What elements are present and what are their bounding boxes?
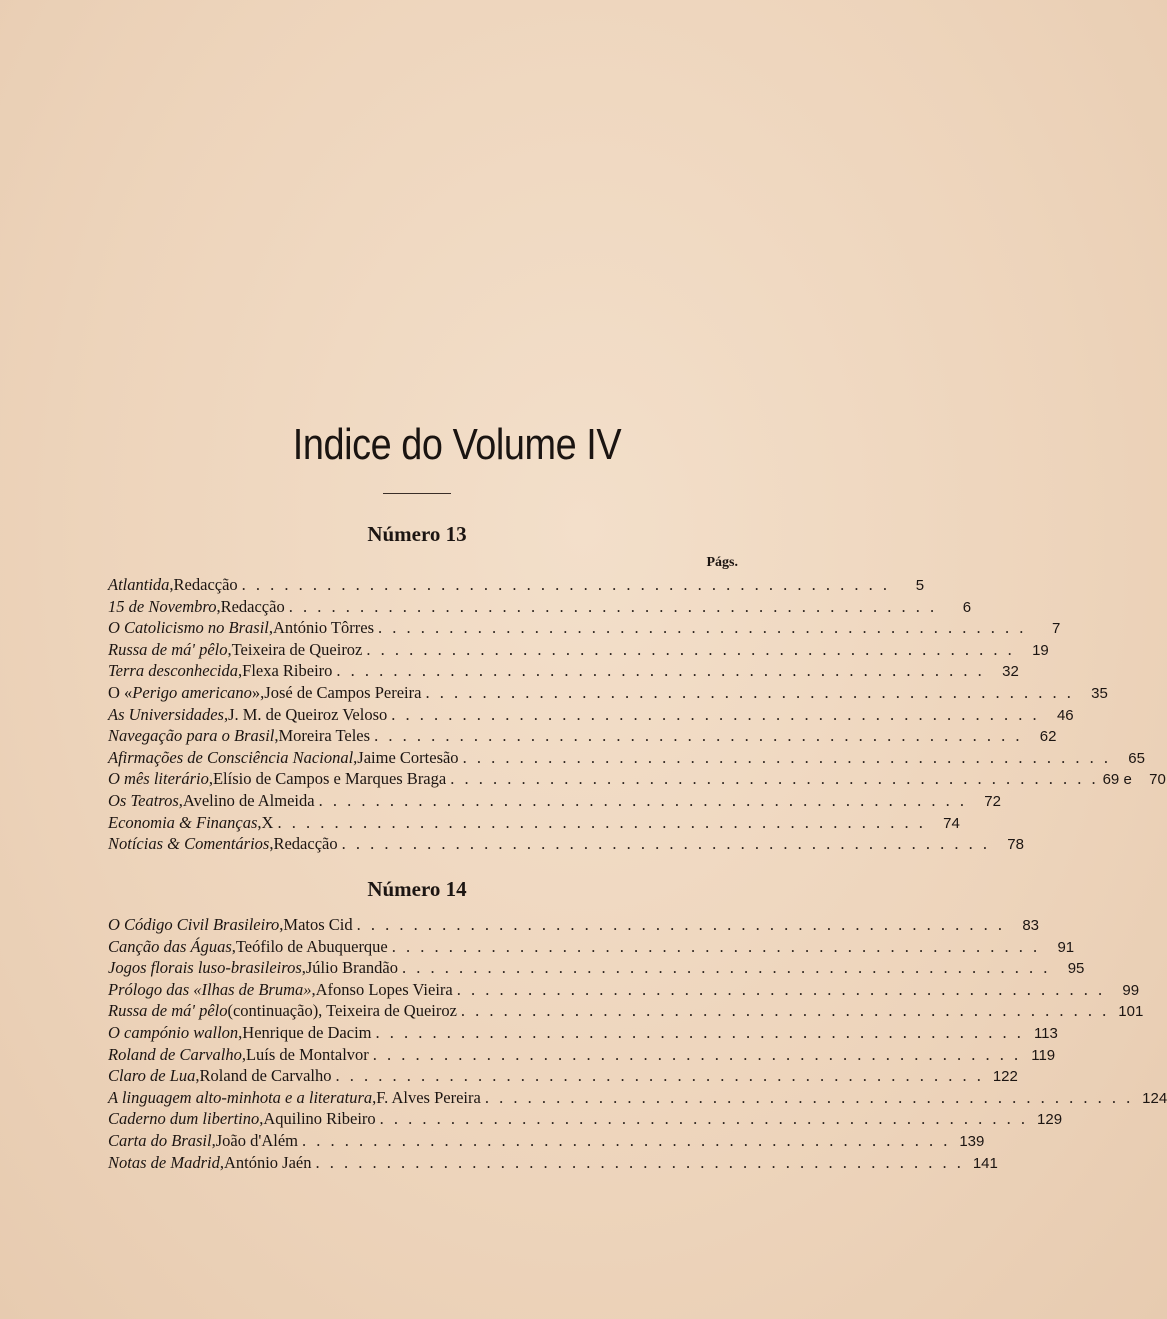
entry-separator: , [211, 1130, 216, 1150]
dot-leader: . . . . . . . . . . . . . . . . . . . . . . . . . . . . . . . . . . . . . . . . . . . . . . [241, 575, 891, 594]
entry-separator: , [301, 958, 306, 978]
toc-entry [108, 1087, 1167, 1109]
entry-author: Matos Cid [283, 915, 353, 934]
entry-title: Terra desconhecida [108, 661, 239, 681]
entry-page-extra: 69 e [1102, 771, 1132, 789]
dot-leader: . . . . . . . . . . . . . . . . . . . . . . . . . . . . . . . . . . . . . . . . . . . . . . [356, 915, 1005, 934]
entry-separator: , [257, 812, 262, 832]
dot-leader: . . . . . . . . . . . . . . . . . . . . . . . . . . . . . . . . . . . . . . . . . . . . . . [318, 790, 967, 810]
entry-page: 6 [962, 598, 972, 616]
entry-author: António Jaén [223, 1152, 312, 1172]
dot-leader: . . . . . . . . . . . . . . . . . . . . . . . . . . . . . . . . . . . . . . . . . . . . . . [315, 1152, 964, 1172]
entry-author: Teixeira de Queiroz [231, 639, 363, 659]
toc-entry [108, 957, 1085, 979]
entry-author: António Tôrres [273, 618, 374, 638]
entry-separator: , [353, 747, 358, 767]
entry-title: Perigo americano [132, 682, 252, 702]
entry-title: Notícias & Comentários [108, 834, 270, 854]
toc-entry [108, 1065, 1018, 1087]
entry-author: Júlio Brandão [305, 958, 398, 978]
entry-title: O campónio wallon [108, 1022, 239, 1042]
entry-title: Claro de Lua [108, 1066, 196, 1086]
toc-entry [108, 704, 1074, 726]
toc-entry [108, 936, 1075, 958]
entry-page: 5 [915, 577, 925, 594]
entry-separator: , [274, 726, 279, 746]
entry-separator: , [227, 639, 232, 659]
entry-page: 113 [1033, 1024, 1058, 1042]
entry-title: Russa de má' pêlo [108, 1001, 228, 1021]
entry-title: Notas de Madrid [108, 1152, 220, 1172]
entry-separator: , [178, 790, 183, 810]
entry-title: Carta do Brasil [108, 1130, 212, 1150]
entry-author: Redacção [273, 834, 338, 854]
toc-entry [108, 617, 1061, 639]
entry-separator: , [259, 1109, 264, 1129]
entry-author: Jaime Cortesão [357, 747, 459, 767]
dot-leader: . . . . . . . . . . . . . . . . . . . . . . . . . . . . . . . . . . . . . . . . . . . . . . [372, 1044, 1022, 1064]
dot-leader: . . . . . . . . . . . . . . . . . . . . . . . . . . . . . . . . . . . . . . . . . . . . . . [375, 1022, 1024, 1042]
entry-separator: , [223, 704, 229, 724]
section-heading-13: Número 13 [367, 522, 467, 546]
toc-entry [108, 660, 1019, 682]
entry-author: Redacção [173, 575, 238, 594]
dot-leader: . . . . . . . . . . . . . . . . . . . . . . . . . . . . . . . . . . . . . . . . . . . . . . [391, 704, 1040, 724]
entry-author: Avelino de Almeida [182, 790, 315, 810]
entry-author: Flexa Ribeiro [242, 661, 333, 681]
toc-entry [108, 812, 960, 834]
entry-page: 122 [992, 1068, 1018, 1086]
entry-page: 95 [1067, 960, 1085, 978]
entry-title: Russa de má' pêlo [108, 639, 228, 659]
entry-separator: , [241, 1044, 246, 1064]
entry-author: X [261, 812, 274, 832]
dot-leader: . . . . . . . . . . . . . . . . . . . . . . . . . . . . . . . . . . . . . . . . . . . . . . [341, 834, 990, 854]
entry-page: 99 [1122, 981, 1140, 999]
dot-leader: . . . . . . . . . . . . . . . . . . . . . . . . . . . . . . . . . . . . . . . . . . . . . . [374, 726, 1023, 746]
toc-entry [108, 1152, 998, 1174]
entry-title: O Código Civil Brasileiro [108, 915, 280, 934]
entry-title: Jogos florais luso-brasileiros [108, 958, 302, 978]
entry-title: Roland de Carvalho [108, 1044, 242, 1064]
toc-entry [108, 833, 1024, 855]
entry-author: José de Campos Pereira [264, 682, 422, 702]
entry-author: Luís de Montalvor [245, 1044, 369, 1064]
dot-leader: . . . . . . . . . . . . . . . . . . . . . . . . . . . . . . . . . . . . . . . . . . . . . . [462, 747, 1111, 767]
entry-separator: », [251, 682, 265, 702]
entry-author: F. Alves Pereira [376, 1087, 481, 1107]
entry-page: 19 [1032, 641, 1049, 659]
toc-entry [108, 1108, 1063, 1130]
entry-page: 124 [1142, 1089, 1167, 1107]
entry-separator: , [279, 915, 284, 934]
dot-leader: . . . . . . . . . . . . . . . . . . . . . . . . . . . . . . . . . . . . . . . . . . . . . . [456, 979, 1106, 999]
entry-separator: , [372, 1087, 377, 1107]
entry-title: O Catolicismo no Brasil [108, 618, 269, 638]
entry-page: 139 [959, 1132, 985, 1150]
dot-leader: . . . . . . . . . . . . . . . . . . . . . . . . . . . . . . . . . . . . . . . . . . . . . . [277, 812, 926, 832]
entry-title: Economia & Finanças [108, 812, 258, 832]
toc-entry [108, 790, 1001, 812]
toc-entry [108, 725, 1057, 747]
entry-page: 72 [984, 792, 1001, 810]
pages-column-label: Págs. [706, 555, 738, 570]
toc-entry [108, 682, 1108, 704]
entry-separator: , [231, 936, 236, 956]
toc-entry [108, 639, 1049, 661]
dot-leader: . . . . . . . . . . . . . . . . . . . . . . . . . . . . . . . . . . . . . . . . . . . . . . [391, 936, 1041, 956]
entry-page: 91 [1057, 938, 1075, 956]
entry-author: Moreira Teles [278, 726, 371, 746]
entry-title: 15 de Novembro [108, 596, 217, 616]
toc-entry [108, 596, 972, 618]
toc-entry [108, 1022, 1058, 1044]
entry-author: Redacção [220, 596, 285, 616]
entry-title: Caderno dum libertino [108, 1109, 260, 1129]
entry-author: Afonso Lopes Vieira [315, 979, 453, 999]
toc-entry [108, 1000, 1144, 1022]
entry-page: 46 [1056, 706, 1074, 724]
entry-author: Elísio de Campos e Marques Braga [212, 769, 447, 789]
entry-title: As Universidades [108, 704, 224, 724]
dot-leader: . . . . . . . . . . . . . . . . . . . . . . . . . . . . . . . . . . . . . . . . . . . . . . [460, 1001, 1110, 1021]
entry-author: J. M. de Queiroz Veloso [228, 704, 388, 724]
entry-separator: , [219, 1152, 224, 1172]
entry-separator: , [238, 661, 243, 681]
entry-author: (continuação), Teixeira de Queiroz [227, 1001, 457, 1021]
entry-author: Teófilo de Abuquerque [235, 936, 388, 956]
entry-page: 65 [1128, 749, 1145, 767]
toc-entry [108, 747, 1145, 769]
entry-author: Aquilino Ribeiro [263, 1109, 376, 1129]
dot-leader: . . . . . . . . . . . . . . . . . . . . . . . . . . . . . . . . . . . . . . . . . . . . . . [378, 618, 1027, 638]
entry-page: 32 [1002, 663, 1019, 681]
entry-separator: , [169, 575, 174, 594]
toc-entry [108, 1044, 1056, 1066]
entry-separator: , [216, 596, 221, 616]
entry-separator: , [268, 618, 274, 638]
entry-page: 101 [1118, 1003, 1144, 1021]
entry-prefix: O « [108, 682, 133, 702]
entry-title: Navegação para o Brasil [108, 726, 275, 746]
dot-leader: . . . . . . . . . . . . . . . . . . . . . . . . . . . . . . . . . . . . . . . . . . . . . . [379, 1109, 1029, 1129]
entry-title: Afirmações de Consciência Nacional [108, 747, 354, 767]
dot-leader: . . . . . . . . . . . . . . . . . . . . . . . . . . . . . . . . . . . . . . . . . . . . . . [335, 1066, 984, 1086]
page-title: Indice do Volume IV [292, 420, 622, 469]
entry-author: Roland de Carvalho [199, 1066, 332, 1086]
dot-leader: . . . . . . . . . . . . . . . . . . . . . . . . . . . . . . . . . . . . . . . . . . . . . . [336, 661, 985, 681]
dot-leader: . . . . . . . . . . . . . . . . . . . . . . . . . . . . . . . . . . . . . . . . . . . . . . [425, 682, 1074, 702]
entry-separator: , [311, 979, 316, 999]
dot-leader: . . . . . . . . . . . . . . . . . . . . . . . . . . . . . . . . . . . . . . . . . . . . . . [288, 596, 938, 616]
entry-page: 35 [1091, 684, 1108, 702]
entry-page: 78 [1007, 836, 1024, 854]
entry-page: 141 [972, 1154, 998, 1172]
toc-entry [108, 574, 925, 596]
entry-separator: , [208, 769, 213, 789]
dot-leader: . . . . . . . . . . . . . . . . . . . . . . . . . . . . . . . . . . . . . . . . . . . . . . [366, 639, 1015, 659]
toc-entry [108, 768, 1166, 790]
entry-title: Atlantida [108, 575, 170, 594]
entry-separator: , [238, 1022, 243, 1042]
section-heading-14: Número 14 [367, 877, 467, 901]
entry-title: Canção das Águas [108, 936, 232, 956]
entry-author: Henrique de Dacim [242, 1022, 372, 1042]
toc-list-numero-13 [108, 574, 1166, 855]
toc-entry [108, 979, 1140, 1001]
entry-page: 129 [1037, 1111, 1063, 1129]
toc-list-numero-14 [108, 914, 1167, 1173]
entry-page: 119 [1031, 1046, 1056, 1064]
entry-separator: , [195, 1066, 200, 1086]
entry-separator: , [269, 834, 274, 854]
toc-entry [108, 1130, 985, 1152]
entry-title: Prólogo das «Ilhas de Bruma» [108, 979, 312, 999]
entry-page: 83 [1022, 917, 1039, 934]
entry-page: 62 [1039, 728, 1057, 746]
dot-leader: . . . . . . . . . . . . . . . . . . . . . . . . . . . . . . . . . . . . . . . . . . . . . . [450, 769, 1099, 789]
entry-page: 74 [943, 814, 960, 832]
dot-leader: . . . . . . . . . . . . . . . . . . . . . . . . . . . . . . . . . . . . . . . . . . . . . . [402, 958, 1051, 978]
entry-author: João d'Além [215, 1130, 298, 1150]
entry-title: A linguagem alto-minhota e a literatura [108, 1087, 373, 1107]
entry-title: Os Teatros [108, 790, 179, 810]
title-rule [383, 493, 451, 494]
dot-leader: . . . . . . . . . . . . . . . . . . . . . . . . . . . . . . . . . . . . . . . . . . . . . . [484, 1087, 1134, 1107]
entry-title: O mês literário [108, 769, 209, 789]
entry-page: 70 [1149, 771, 1166, 789]
dot-leader: . . . . . . . . . . . . . . . . . . . . . . . . . . . . . . . . . . . . . . . . . . . . . . [302, 1130, 951, 1150]
toc-entry [108, 914, 1039, 936]
entry-page: 7 [1052, 620, 1061, 638]
